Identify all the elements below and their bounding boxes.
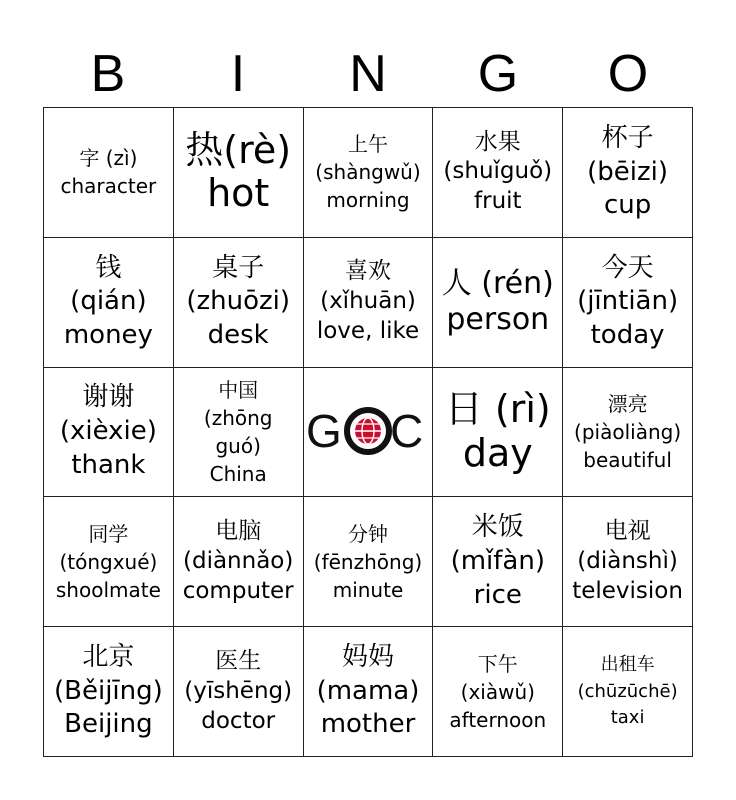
- bingo-cell[interactable]: [563, 627, 693, 757]
- cell-text: 喜欢 (xǐhuān) love, like: [316, 258, 420, 345]
- bingo-cell[interactable]: [304, 238, 434, 368]
- cell-text: 出租车 (chūzūchē) taxi: [577, 654, 678, 728]
- bingo-cell[interactable]: [174, 627, 304, 757]
- header-letter-i: I: [230, 45, 246, 103]
- bingo-cell[interactable]: [304, 627, 434, 757]
- bingo-cell[interactable]: [174, 108, 304, 238]
- bingo-cell[interactable]: [433, 368, 563, 498]
- cell-text: 热(rè) hot: [185, 127, 292, 216]
- cell-text: 中国 (zhōng guó) China: [203, 377, 273, 486]
- bingo-cell[interactable]: [174, 238, 304, 368]
- bingo-cell[interactable]: [44, 368, 174, 498]
- bingo-cell[interactable]: [44, 627, 174, 757]
- cell-text: 北京 (Běijīng) Beijing: [54, 641, 163, 740]
- gcc-logo-icon: [306, 400, 430, 464]
- free-space-logo-cell[interactable]: [304, 368, 434, 498]
- cell-text: 米饭 (mǐfàn) rice: [450, 512, 545, 610]
- cell-text: 电脑 (diànnǎo) computer: [182, 517, 294, 604]
- svg-text:C: C: [389, 404, 424, 457]
- bingo-cell[interactable]: [304, 497, 434, 627]
- cell-text: 电视 (diànshì) television: [572, 517, 683, 604]
- bingo-cell[interactable]: [563, 108, 693, 238]
- cell-text: 漂亮 (piàoliàng) beautiful: [574, 391, 682, 472]
- cell-text: 水果 (shuǐguǒ) fruit: [443, 128, 553, 215]
- bingo-cell[interactable]: [433, 497, 563, 627]
- cell-text: 医生 (yīshēng) doctor: [184, 647, 293, 734]
- cell-text: 分钟 (fēnzhōng) minute: [313, 521, 423, 602]
- cell-text: 日 (rì) day: [444, 387, 551, 475]
- header-letter-b: B: [90, 45, 126, 103]
- cell-text: 上午 (shàngwǔ) morning: [315, 132, 421, 213]
- cell-text: 妈妈 (mama) mother: [316, 641, 420, 740]
- bingo-cell[interactable]: [44, 238, 174, 368]
- bingo-cell[interactable]: [433, 627, 563, 757]
- cell-text: 下午 (xiàwǔ) afternoon: [449, 651, 547, 732]
- cell-text: 钱 (qián) money: [63, 252, 153, 351]
- cell-text: 同学 (tóngxué) shoolmate: [55, 521, 161, 602]
- header-letter-g: G: [477, 45, 519, 103]
- bingo-cell[interactable]: [563, 238, 693, 368]
- bingo-cell[interactable]: [44, 497, 174, 627]
- bingo-cell[interactable]: [174, 497, 304, 627]
- bingo-cell[interactable]: [304, 108, 434, 238]
- cell-text: 桌子 (zhuōzi) desk: [186, 252, 291, 351]
- bingo-cell[interactable]: [44, 108, 174, 238]
- header-letter-n: N: [349, 45, 387, 103]
- svg-text:G: G: [305, 404, 342, 457]
- bingo-cell[interactable]: [563, 497, 693, 627]
- cell-text: 今天 (jīntiān) today: [577, 252, 679, 351]
- bingo-cell[interactable]: [563, 368, 693, 498]
- bingo-cell[interactable]: [174, 368, 304, 498]
- cell-text: 杯子 (bēizi) cup: [587, 122, 669, 221]
- bingo-cell[interactable]: [433, 108, 563, 238]
- cell-text: 谢谢 (xièxie) thank: [59, 382, 157, 480]
- bingo-header: [43, 42, 693, 106]
- cell-text: 人 (rén) person: [441, 266, 554, 338]
- bingo-card-grid: [43, 107, 693, 757]
- cell-text: 字 (zì) character: [60, 146, 157, 199]
- header-letter-o: O: [607, 45, 649, 103]
- bingo-cell[interactable]: [433, 238, 563, 368]
